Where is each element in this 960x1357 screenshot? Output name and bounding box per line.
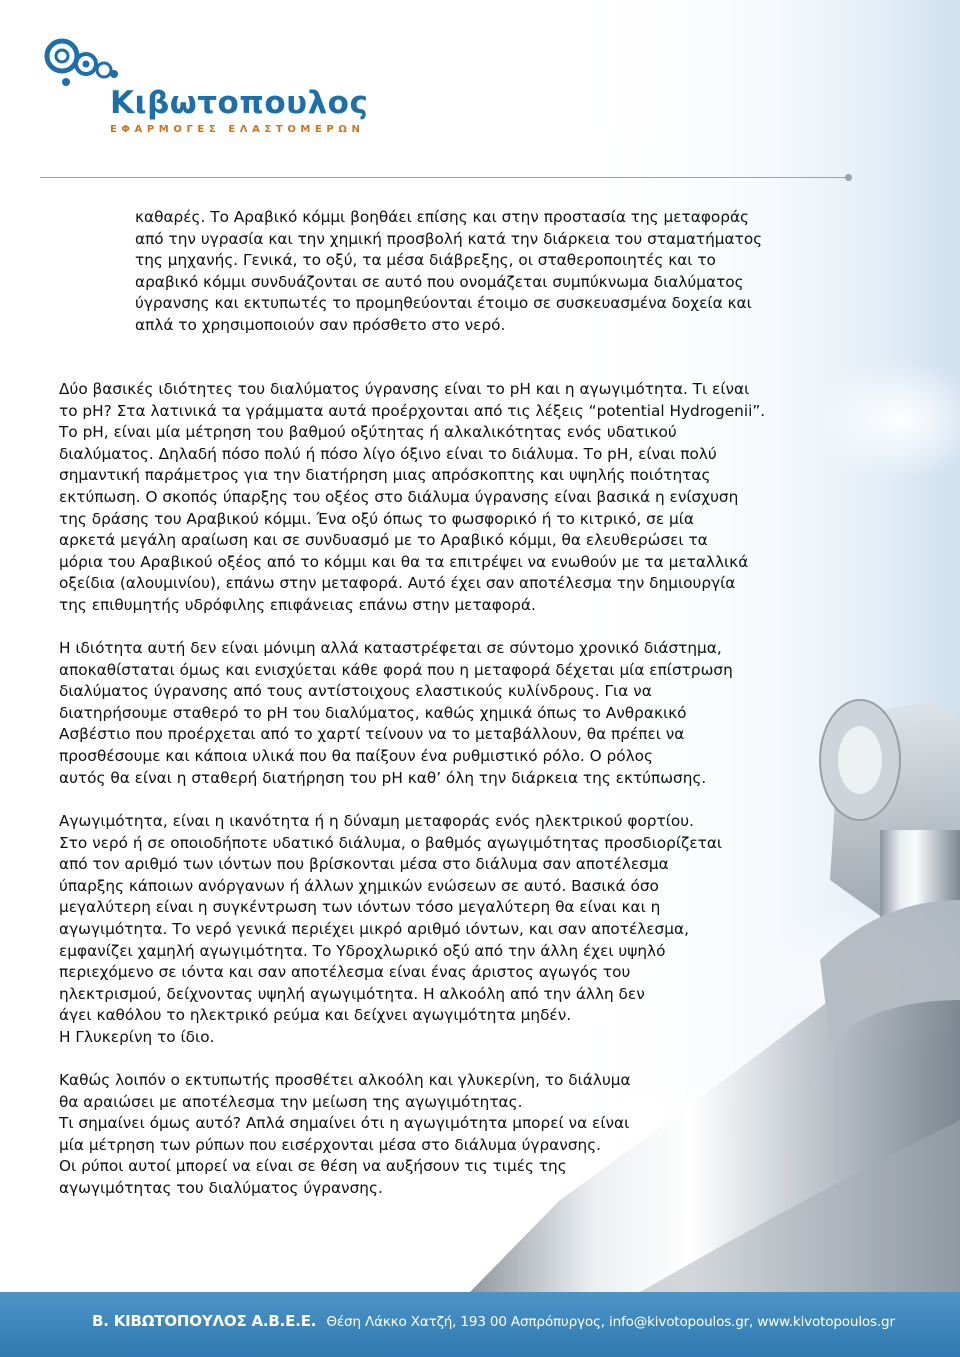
company-tagline: ΕΦΑΡΜΟΓΕΣ ΕΛΑΣΤΟΜΕΡΩΝ <box>110 124 365 135</box>
company-name: Κιβωτοπουλος <box>110 85 369 121</box>
paragraph-conductivity <box>59 811 722 1049</box>
text-line: ηλεκτρισμού, δείχνοντας υψηλή αγωγιμότητα. Η αλκοόλη από την άλλη δεν <box>59 984 645 1003</box>
text-line: αρκετά μεγάλη αραίωση και σε συνδυασμό με το Αραβικό κόμμι, θα ελευθερώσει τα <box>59 531 708 550</box>
text-line: της επιθυμητής υδρόφιλης επιφάνειας επάνω στην μεταφορά. <box>59 595 536 614</box>
paragraph-dilution <box>59 1070 631 1200</box>
text-line: Καθώς λοιπόν ο εκτυπωτής προσθέτει αλκοόλη και γλυκερίνη, το διάλυμα <box>59 1071 631 1089</box>
text-line: οξείδια (αλουμινίου), επάνω στην μεταφορά. Αυτό έχει σαν αποτέλεσμα την δημιουργία <box>59 574 736 593</box>
text-line: Αγωγιμότητα, είναι η ικανότητα ή η δύναμη μεταφοράς ενός ηλεκτρικού φορτίου. <box>59 812 694 830</box>
text-line: διαλύματος ύγρανσης από τους αντίστοιχους ελαστικούς κυλίνδρους. Για να <box>59 682 652 701</box>
footer-address <box>92 1312 895 1330</box>
footer-contact-details[interactable]: Θέση Λάκκο Χατζή, 193 00 Ασπρόπυργος, info@kivotopoulos.gr, www.kivotopoulos.gr <box>326 1314 895 1330</box>
text-line: μεγαλύτερη είναι η συγκέντρωση των ιόντων τόσο μεγαλύτερη θα είναι και η <box>59 898 661 917</box>
text-line: μία μέτρηση των ρύπων που εισέρχονται μέσα στο διάλυμα ύγρανσης. <box>59 1135 602 1154</box>
text-line: αραβικό κόμμι συνδυάζονται σε αυτό που ονομάζεται συμπύκνωμα διαλύματος <box>135 272 744 291</box>
text-line: από την υγρασία και την χημική προσβολή κατά την διάρκεια του σταματήματος <box>135 229 763 248</box>
footer-company-name: Β. ΚΙΒΩΤΟΠΟΥΛΟΣ Α.Β.Ε.Ε. <box>92 1312 317 1330</box>
text-line: σημαντική παράμετρος για την διατήρηση μιας απρόσκοπτης και υψηλής ποιότητας <box>59 466 711 485</box>
text-line: διατηρήσουμε σταθερό το pH του διαλύματος, καθώς χημικά όπως το Ανθρακικό <box>59 703 687 722</box>
text-line: Οι ρύποι αυτοί μπορεί να είναι σε θέση να αυξήσουν τις τιμές της <box>59 1157 567 1176</box>
text-line: απλά το χρησιμοποιούν σαν πρόσθετο στο νερό. <box>135 315 506 334</box>
text-line: της μηχανής. Γενικά, το οξύ, τα μέσα διάβρεξης, οι σταθεροποιητές και το <box>135 251 716 270</box>
text-line: θα αραιώσει με αποτέλεσμα την μείωση της αγωγιμότητας. <box>59 1092 523 1111</box>
text-line: ύπαρξης κάποιων ανόργανων ή άλλων χημικών ενώσεων σε αυτό. Βασικά όσο <box>59 876 659 895</box>
header-divider-dot <box>845 174 852 181</box>
text-line: εμφανίζει χαμηλή αγωγιμότητα. Το Υδροχλωρικό οξύ από την άλλη έχει υψηλό <box>59 941 666 960</box>
text-line: αγωγιμότητα. Το νερό γενικά περιέχει μικρό αριθμό ιόντων, και σαν αποτέλεσμα, <box>59 919 689 938</box>
paragraph-ph <box>59 379 765 617</box>
text-line: προσθέσουμε και κάποια υλικά που θα παίξουν ένα ρυθμιστικό ρόλο. Ο ρόλος <box>59 746 654 765</box>
paragraph-gum-arabic <box>135 207 762 337</box>
text-line: Η Γλυκερίνη το ίδιο. <box>59 1027 215 1046</box>
text-line: Δύο βασικές ιδιότητες του διαλύματος ύγρανσης είναι το pH και η αγωγιμότητα. Τι είναι <box>59 380 750 398</box>
text-line: από τον αριθμό των ιόντων που βρίσκονται μέσα στο διάλυμα σαν αποτέλεσμα <box>59 855 669 874</box>
text-line: Το pH, είναι μία μέτρηση του βαθμού οξύτητας ή αλκαλικότητας ενός υδατικού <box>59 423 677 442</box>
paragraph-buffer <box>59 638 733 789</box>
text-line: αγωγιμότητας του διαλύματος ύγρανσης. <box>59 1178 383 1197</box>
company-logo[interactable] <box>44 38 369 138</box>
text-line: το pH? Στα λατινικά τα γράμματα αυτά προέρχονται από τις λέξεις “potential Hydrogenii”. <box>59 401 766 420</box>
text-line: της δράσης του Αραβικού κόμμι. Ένα οξύ όπως το φωσφορικό ή το κιτρικό, σε μία <box>59 509 694 528</box>
text-line: Η ιδιότητα αυτή δεν είναι μόνιμη αλλά καταστρέφεται σε σύντομο χρονικό διάστημα, <box>59 639 722 657</box>
text-line: αυτός θα είναι η σταθερή διατήρηση του pH καθ’ όλη την διάρκεια της εκτύπωσης. <box>59 768 707 787</box>
text-line: άγει καθόλου το ηλεκτρικό ρεύμα και δείχνει αγωγιμότητα μηδέν. <box>59 1006 572 1025</box>
header-divider <box>40 177 848 178</box>
page-footer <box>0 1292 960 1357</box>
text-line: εκτύπωση. Ο σκοπός ύπαρξης του οξέος στο διάλυμα ύγρανσης είναι βασικά η ενίσχυση <box>59 487 739 506</box>
text-line: αποκαθίσταται όμως και ενισχύεται κάθε φορά που η μεταφορά δέχεται μία επίστρωση <box>59 660 733 679</box>
text-line: διαλύματος. Δηλαδή πόσο πολύ ή πόσο λίγο όξινο είναι το διάλυμα. Το pH, είναι πολύ <box>59 444 717 463</box>
text-line: Στο νερό ή σε οποιοδήποτε υδατικό διάλυμα, ο βαθμός αγωγιμότητας προσδιορίζεται <box>59 833 723 852</box>
text-line: ύγρανσης και εκτυπωτές το προμηθεύονται έτοιμο σε συσκευασμένα δοχεία και <box>135 294 752 313</box>
text-line: Τι σημαίνει όμως αυτό? Απλά σημαίνει ότι η αγωγιμότητα μπορεί να είναι <box>59 1114 630 1133</box>
text-line: καθαρές. Το Αραβικό κόμμι βοηθάει επίσης και στην προστασία της μεταφοράς <box>135 208 750 226</box>
text-line: Ασβέστιο που προέρχεται από το χαρτί τείνουν να το μεταβάλλουν, θα πρέπει να <box>59 725 685 744</box>
text-line: περιεχόμενο σε ιόντα και σαν αποτέλεσμα είναι ένας άριστος αγωγός του <box>59 963 631 982</box>
text-line: μόρια του Αραβικού οξέος από το κόμμι και θα τα επιτρέψει να ενωθούν με τα μεταλλικά <box>59 552 749 571</box>
